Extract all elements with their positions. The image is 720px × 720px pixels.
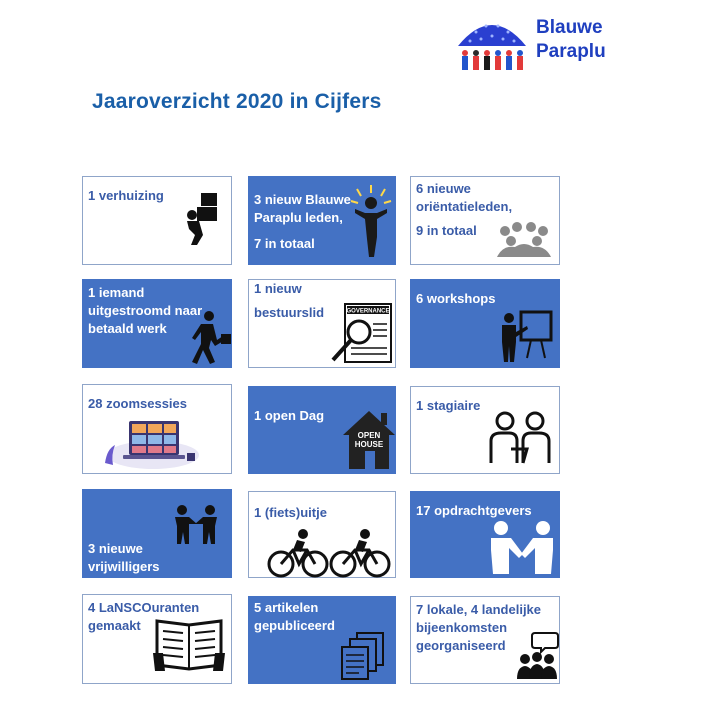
tile-artikelen — [248, 596, 396, 684]
presenter-board-icon — [497, 306, 555, 364]
tile-text: 6 nieuwe — [416, 181, 471, 196]
walking-businessman-icon — [189, 310, 233, 366]
tile-text: bestuurslid — [254, 305, 325, 320]
articles-documents-icon — [339, 631, 387, 683]
tile-nieuwe-leden — [248, 176, 396, 265]
tile-text: betaald werk — [88, 321, 167, 336]
tile-text: 3 nieuw Blauwe — [254, 192, 351, 207]
tile-text: uitgestroomd naar — [88, 303, 203, 318]
tile-text: oriëntatieleden, — [416, 199, 513, 214]
tile-text: gepubliceerd — [254, 618, 335, 633]
tile-text: 9 in totaal — [416, 223, 477, 238]
blauwe-paraplu-logo — [456, 12, 626, 76]
tile-text: 7 lokale, 4 landelijke — [416, 602, 542, 617]
tile-text: Paraplu leden, — [254, 210, 343, 225]
video-call-laptop-icon — [101, 419, 201, 471]
tile-text: 1 open Dag — [254, 408, 325, 423]
newspaper-reader-icon — [153, 613, 225, 675]
tile-text: gemaakt — [88, 618, 141, 633]
group-people-icon — [495, 219, 553, 259]
celebrating-person-icon — [349, 183, 393, 261]
logo-line-2: Paraplu — [536, 41, 606, 62]
handshake-people-icon — [171, 504, 221, 546]
meeting-speech-icon — [515, 631, 559, 681]
tile-zoomsessies — [82, 384, 232, 474]
tile-text: 17 opdrachtgevers — [416, 503, 532, 518]
open-house-line-2: HOUSE — [354, 440, 384, 449]
tile-text: 5 artikelen — [254, 600, 319, 615]
tile-workshops — [410, 279, 560, 368]
governance-document-icon — [329, 302, 395, 366]
document-label: GOVERNANCE — [346, 308, 390, 315]
open-house-icon — [341, 407, 397, 471]
tile-lanscouranten — [82, 594, 232, 684]
moving-boxes-icon — [183, 191, 225, 247]
tile-text: 1 stagiaire — [416, 398, 481, 413]
logo-line-1: Blauwe — [536, 17, 603, 38]
tile-stagiaire — [410, 386, 560, 474]
tile-text: 1 (fiets)uitje — [254, 505, 327, 520]
tile-text: 7 in totaal — [254, 236, 315, 251]
tile-bijeenkomsten — [410, 596, 560, 684]
open-house-line-1: OPEN — [357, 431, 381, 440]
tile-verhuizing — [82, 176, 232, 265]
tile-text: 4 LaNSCOuranten — [88, 600, 200, 615]
umbrella-people-icon — [456, 12, 528, 76]
tile-text: 6 workshops — [416, 291, 496, 306]
tile-text: 1 nieuw — [254, 281, 302, 296]
tile-text: 1 iemand — [88, 285, 145, 300]
cyclists-icon — [267, 528, 391, 578]
tile-open-dag — [248, 386, 396, 474]
tile-text: 1 verhuizing — [88, 188, 164, 203]
tile-fietsuitje — [248, 491, 396, 578]
tile-vrijwilligers — [82, 489, 232, 578]
tile-text: 28 zoomsessies — [88, 396, 188, 411]
tile-text: bijeenkomsten — [416, 620, 508, 635]
tile-uitgestroomd — [82, 279, 232, 368]
page-title: Jaaroverzicht 2020 in Cijfers — [92, 90, 382, 113]
tile-bestuurslid — [248, 279, 396, 368]
tile-opdrachtgevers — [410, 491, 560, 578]
tile-text: georganiseerd — [416, 638, 506, 653]
business-handshake-icon — [489, 520, 555, 576]
tile-text: vrijwilligers — [88, 559, 160, 574]
tile-text: 3 nieuwe — [88, 541, 143, 556]
trainee-mentor-icon — [487, 411, 553, 467]
tile-orientatieleden — [410, 176, 560, 265]
